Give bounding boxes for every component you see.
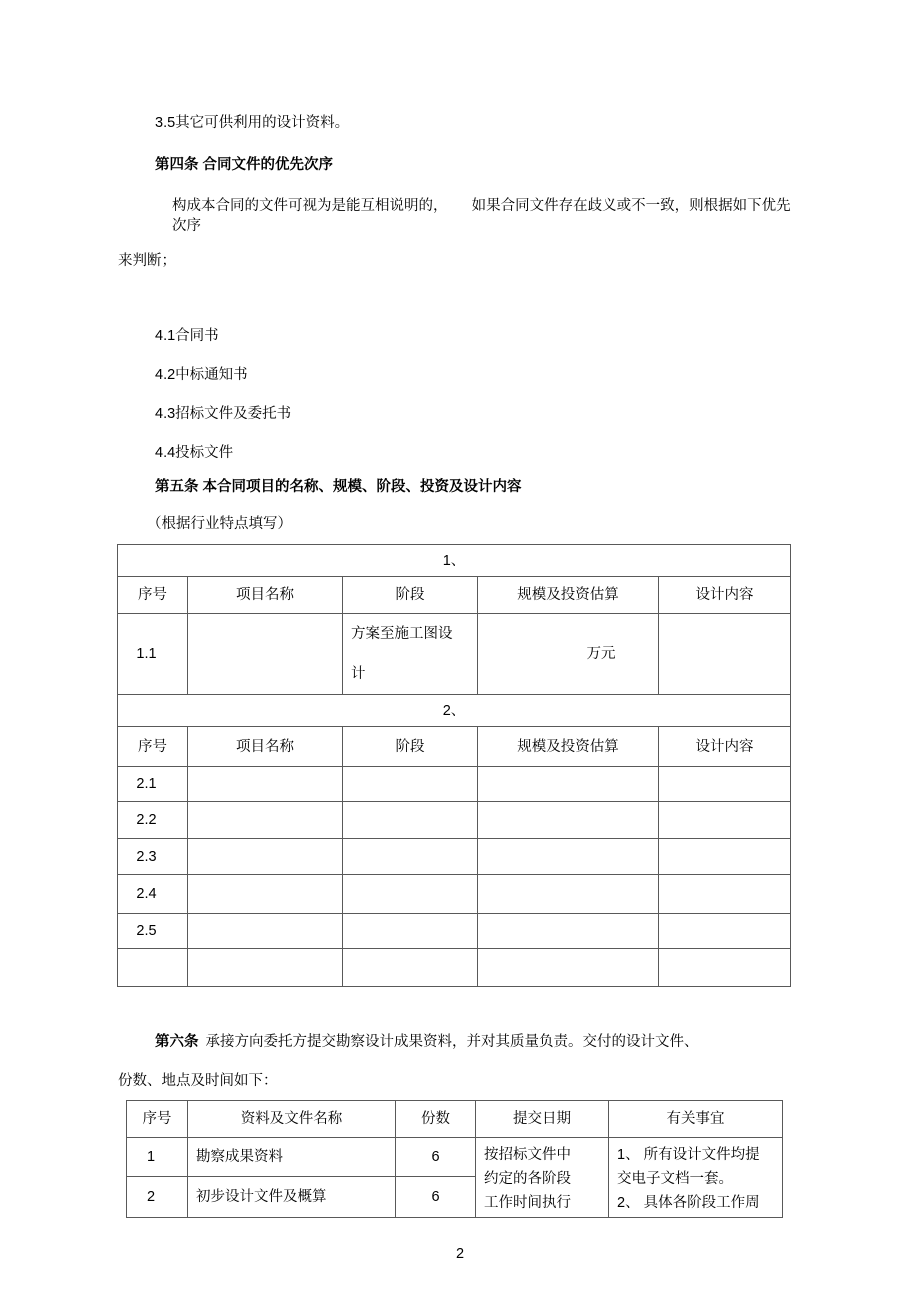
cell-seq: 2.4 [118, 875, 188, 914]
empty-cell [343, 802, 478, 839]
clause-6-label: 第六条 [155, 1034, 199, 1050]
priority-item-4-4: 4.4投标文件 [155, 445, 234, 461]
empty-cell [343, 839, 478, 875]
note-line-1: 1、 所有设计文件均提交电子文档一套。 [617, 1147, 760, 1187]
cell-copies: 6 [396, 1138, 476, 1177]
empty-cell [188, 875, 343, 914]
clause-4-heading: 第四条 合同文件的优先次序 [155, 157, 334, 173]
empty-cell [659, 767, 791, 802]
cell-stage: 方案至施工图设计 [343, 614, 478, 695]
cell-content-empty [659, 614, 791, 695]
clause-6-text: 承接方向委托方提交勘察设计成果资料，并对其质量负责。交付的设计文件、 [205, 1034, 699, 1050]
cell-seq [118, 949, 188, 987]
cell-seq: 2.2 [118, 802, 188, 839]
table-row [127, 1138, 783, 1177]
empty-cell [659, 802, 791, 839]
priority-item-4-2: 4.2中标通知书 [155, 367, 248, 383]
empty-cell [478, 949, 659, 987]
cell-seq: 2.1 [118, 767, 188, 802]
table1-header-seq: 序号 [118, 577, 188, 614]
empty-cell [478, 839, 659, 875]
table-row [118, 914, 791, 949]
page-number: 2 [455, 1246, 465, 1262]
table1-header-scale: 规模及投资估算 [478, 727, 659, 767]
empty-cell [659, 839, 791, 875]
empty-cell [188, 949, 343, 987]
deliverables-table [126, 1100, 783, 1218]
project-table [117, 544, 791, 987]
table1-header-name: 项目名称 [188, 727, 343, 767]
table2-header-copies: 份数 [396, 1101, 476, 1138]
empty-cell [659, 914, 791, 949]
cell-copies: 6 [396, 1177, 476, 1218]
cell-seq: 2.5 [118, 914, 188, 949]
table-row [118, 614, 791, 695]
clause-5-heading: 第五条 本合同项目的名称、规模、阶段、投资及设计内容 [155, 479, 522, 495]
table1-header-stage: 阶段 [343, 577, 478, 614]
cell-notes [609, 1138, 783, 1218]
table1-header-content: 设计内容 [659, 577, 791, 614]
note-line-2: 2、 具体各阶段工作周 [617, 1195, 760, 1211]
table-row [118, 875, 791, 914]
cell-seq: 2.3 [118, 839, 188, 875]
cell-scale: 万元 [478, 614, 659, 695]
cell-submit-date: 按招标文件中约定的各阶段工作时间执行 [476, 1138, 609, 1218]
clause-6-paragraph-line1 [155, 1032, 802, 1052]
table1-header-seq: 序号 [118, 727, 188, 767]
cell-docname: 勘察成果资料 [188, 1138, 396, 1177]
empty-cell [343, 767, 478, 802]
empty-cell [188, 767, 343, 802]
table1-header-content: 设计内容 [659, 727, 791, 767]
table2-header-seq: 序号 [127, 1101, 188, 1138]
clause-3-5: 3.5其它可供利用的设计资料。 [155, 115, 350, 131]
clause-5-note: （根据行业特点填写） [147, 516, 292, 532]
empty-cell [188, 802, 343, 839]
empty-cell [188, 914, 343, 949]
table1-header-stage: 阶段 [343, 727, 478, 767]
empty-cell [659, 949, 791, 987]
table1-header-scale: 规模及投资估算 [478, 577, 659, 614]
table-row [118, 839, 791, 875]
table-row [118, 949, 791, 987]
priority-item-4-3: 4.3招标文件及委托书 [155, 406, 292, 422]
clause-4-paragraph-line2: 来判断； [118, 253, 176, 269]
table1-header-name: 项目名称 [188, 577, 343, 614]
table-group-label-2: 2、 [118, 695, 791, 727]
table-group-label-1: 1、 [118, 545, 791, 577]
empty-cell [343, 875, 478, 914]
cell-seq: 1 [127, 1138, 188, 1177]
table2-header-date: 提交日期 [476, 1101, 609, 1138]
empty-cell [343, 914, 478, 949]
priority-item-4-1: 4.1合同书 [155, 328, 219, 344]
clause-6-paragraph-line2: 份数、地点及时间如下： [118, 1073, 278, 1089]
empty-cell [478, 802, 659, 839]
empty-cell [343, 949, 478, 987]
empty-cell [659, 875, 791, 914]
empty-cell [478, 914, 659, 949]
table2-header-notes: 有关事宜 [609, 1101, 783, 1138]
table-row [118, 767, 791, 802]
table-row [118, 802, 791, 839]
cell-seq: 1.1 [118, 614, 188, 695]
cell-seq: 2 [127, 1177, 188, 1218]
cell-name-empty [188, 614, 343, 695]
clause-4-paragraph-line1: 构成本合同的文件可视为是能互相说明的， 如果合同文件存在歧义或不一致，则根据如下优先次序 [172, 198, 791, 234]
empty-cell [478, 875, 659, 914]
cell-docname: 初步设计文件及概算 [188, 1177, 396, 1218]
table2-header-docname: 资料及文件名称 [188, 1101, 396, 1138]
empty-cell [188, 839, 343, 875]
empty-cell [478, 767, 659, 802]
